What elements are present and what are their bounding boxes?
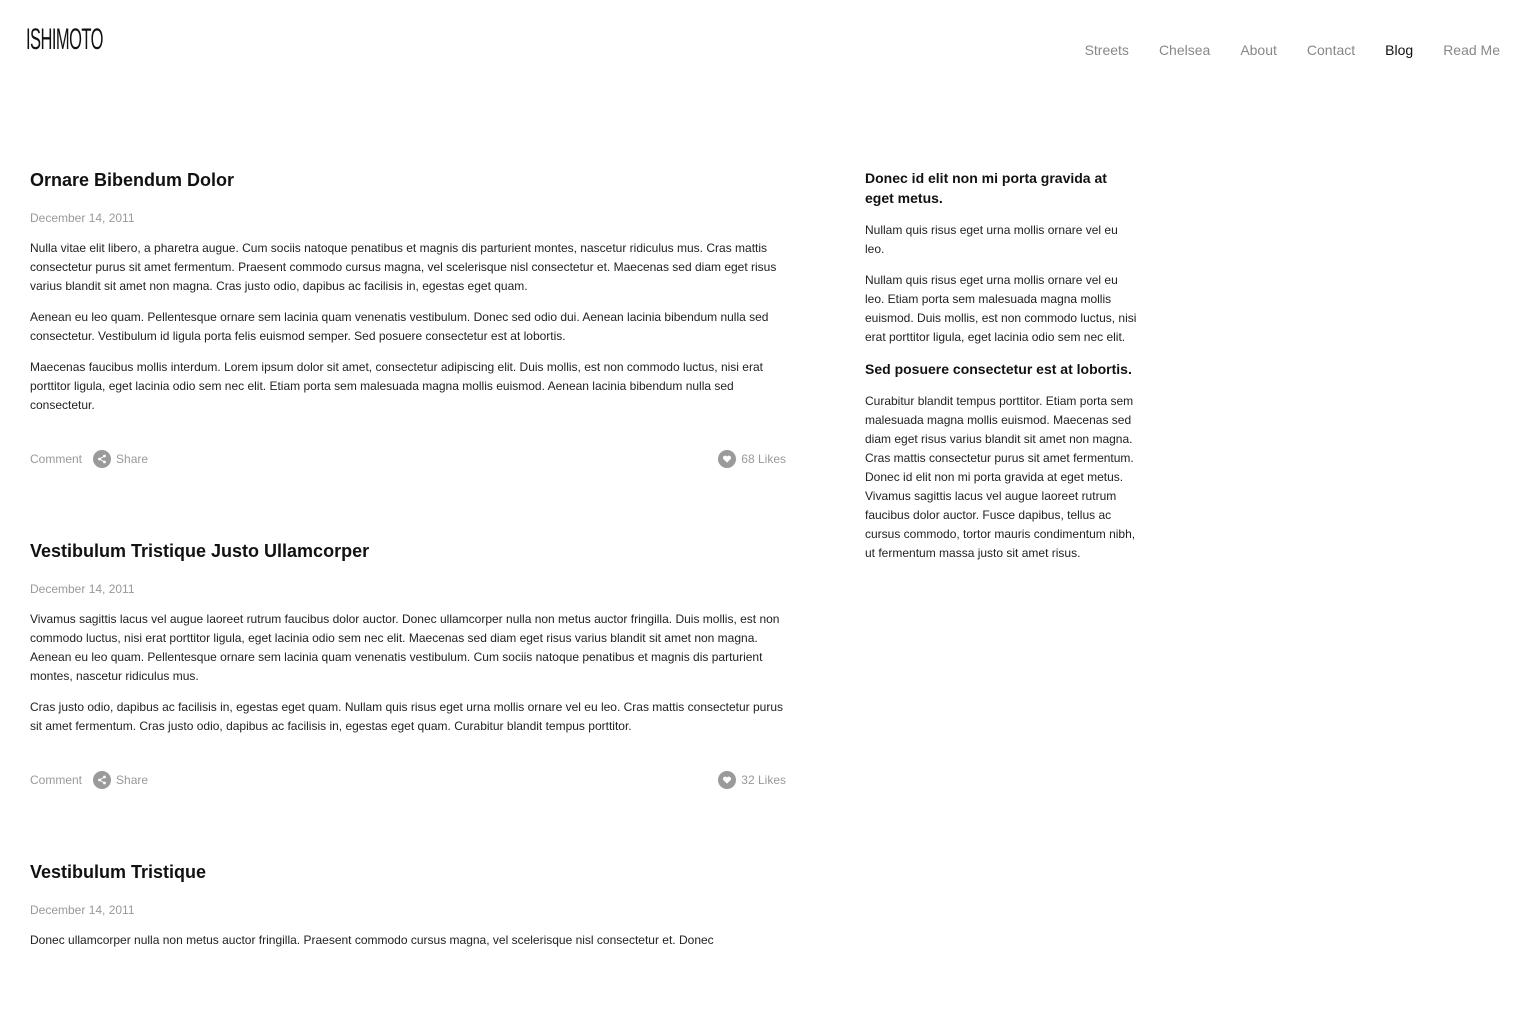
post-paragraph: Cras justo odio, dapibus ac facilisis in, egestas eget quam. Nullam quis risus eget urna mollis ornare vel eu leo. Cras mattis consectetur purus sit amet fermentum. Cras justo odio, dapibus ac facilisis in, egestas eget quam. Curabitur blandit tempus porttitor.	[30, 700, 784, 733]
sidebar-paragraph: Nullam quis risus eget urna mollis ornare vel eu leo. Etiam porta sem malesuada magna mollis euismod. Duis mollis, est non commodo luctus, nisi erat porttitor ligula, eget lacinia odio sem nec elit.	[865, 273, 1137, 344]
post-paragraph: Donec ullamcorper nulla non metus auctor fringilla. Praesent commodo cursus magna, vel scelerisque nisl consectetur et. Donec	[30, 933, 714, 947]
post-title[interactable]: Vestibulum Tristique Justo Ullamcorper	[30, 541, 370, 561]
sidebar-paragraph: Nullam quis risus eget urna mollis ornare vel eu leo.	[865, 223, 1118, 256]
comment-link[interactable]: Comment	[30, 773, 83, 787]
nav-item-about[interactable]: About	[1240, 42, 1277, 58]
nav-item-read-me[interactable]: Read Me	[1443, 42, 1500, 58]
nav-item-chelsea[interactable]: Chelsea	[1158, 42, 1211, 58]
nav-item-contact[interactable]: Contact	[1306, 42, 1356, 58]
sidebar	[865, 168, 1137, 575]
sidebar-heading: Sed posuere consectetur est at lobortis.	[865, 361, 1132, 377]
share-link[interactable]	[93, 771, 148, 789]
post-date: December 14, 2011	[30, 903, 135, 917]
post-paragraph: Maecenas faucibus mollis interdum. Lorem ipsum dolor sit amet, consectetur adipiscing elit. Duis mollis, est non commodo luctus, nisi erat porttitor ligula, eget lacinia odio sem nec elit. Etiam porta sem malesuada magna mollis euismod. Aenean lacinia bibendum nulla sed consectetur.	[30, 360, 763, 412]
heart-icon	[718, 771, 736, 789]
share-link[interactable]	[93, 450, 148, 468]
blog-post	[30, 168, 786, 468]
share-icon	[93, 450, 111, 468]
nav-item-blog[interactable]: Blog	[1385, 42, 1414, 58]
post-title[interactable]: Vestibulum Tristique	[30, 862, 207, 882]
share-icon	[93, 771, 111, 789]
post-footer	[30, 450, 786, 468]
heart-icon	[718, 450, 736, 468]
post-date: December 14, 2011	[30, 211, 135, 225]
post-title[interactable]: Ornare Bibendum Dolor	[30, 170, 235, 190]
main-nav	[1085, 40, 1500, 60]
nav-item-streets[interactable]: Streets	[1084, 42, 1129, 58]
like-button[interactable]	[718, 450, 786, 468]
comment-link[interactable]: Comment	[30, 452, 83, 466]
post-paragraph: Aenean eu leo quam. Pellentesque ornare sem lacinia quam venenatis vestibulum. Donec sed odio dui. Aenean lacinia bibendum nulla sed consectetur. Vestibulum id ligula porta felis euismod semper. Sed posuere consectetur est at lobortis.	[30, 310, 769, 343]
post-paragraph: Nulla vitae elit libero, a pharetra augue. Cum sociis natoque penatibus et magnis dis parturient montes, nascetur ridiculus mus. Cras mattis consectetur purus sit amet fermentum. Praesent commodo cursus magna, vel scelerisque nisl consectetur et. Maecenas sed diam eget risus varius blandit sit amet non magna. Cras justo odio, dapibus ac facilisis in, egestas eget quam.	[30, 241, 777, 293]
sidebar-paragraph: Curabitur blandit tempus porttitor. Etiam porta sem malesuada magna mollis euismod. Maecenas sed diam eget risus varius blandit sit amet non magna. Cras mattis consectetur purus sit amet fermentum. Donec id elit non mi porta gravida at eget metus. Vivamus sagittis lacus vel augue laoreet rutrum faucibus dolor auctor. Fusce dapibus, tellus ac cursus commodo, tortor mauris condimentum nibh, ut fermentum massa justo sit amet risus.	[865, 394, 1136, 560]
blog-posts	[30, 168, 786, 1021]
blog-post	[30, 539, 786, 789]
sidebar-heading: Donec id elit non mi porta gravida at eget metus.	[865, 170, 1107, 206]
likes-count: 68 Likes	[741, 452, 786, 466]
post-date: December 14, 2011	[30, 582, 135, 596]
likes-count: 32 Likes	[741, 773, 786, 787]
blog-post	[30, 860, 786, 950]
site-logo[interactable]: ISHIMOTO	[26, 23, 103, 56]
like-button[interactable]	[718, 771, 786, 789]
post-footer	[30, 771, 786, 789]
share-label: Share	[116, 452, 149, 466]
post-paragraph: Vivamus sagittis lacus vel augue laoreet rutrum faucibus dolor auctor. Donec ullamcorper nulla non metus auctor fringilla. Duis mollis, est non commodo luctus, nisi erat porttitor ligula, eget lacinia odio sem nec elit. Maecenas sed diam eget risus varius blandit sit amet non magna. Aenean eu leo quam. Pellentesque ornare sem lacinia quam venenatis vestibulum. Cum sociis natoque penatibus et magnis dis parturient montes, nascetur ridiculus mus.	[30, 612, 780, 683]
share-label: Share	[116, 773, 149, 787]
